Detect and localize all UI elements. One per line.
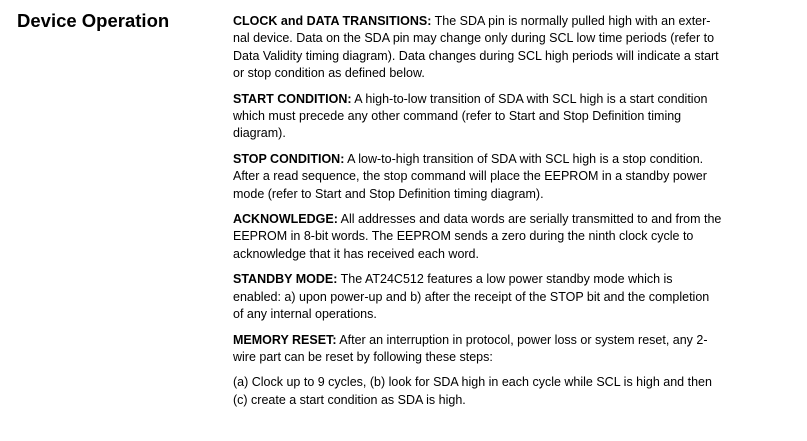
text-standby-mode: The AT24C512 features a low power standby mode which is enabled: a) upon power-up and b) after the receipt of the STOP bit and the completion of any internal operations.: [233, 272, 710, 322]
text-reset-steps: (a) Clock up to 9 cycles, (b) look for SDA high in each cycle while SCL is high and then (c) create a start condition as SDA is high.: [233, 375, 712, 407]
text-start-condition: A high-to-low transition of SDA with SCL high is a start condition which must precede any other command (refer to Start and Stop Definition timing diagram).: [233, 91, 708, 141]
device-operation-body: [233, 13, 782, 417]
paragraph-standby-mode: [233, 271, 782, 323]
paragraph-stop-condition: [233, 151, 782, 203]
text-clock-data-transitions: The SDA pin is normally pulled high with an exter- nal device. Data on the SDA pin may change only during SCL low time periods (refer to Data Validity timing diagram). Data changes during SCL high periods will indicate a start or stop condition as defined below.: [233, 14, 719, 81]
text-stop-condition: A low-to-high transition of SDA with SCL high is a stop condition. After a read sequence, the stop command will place the EEPROM in a standby power mode (refer to Start and Stop Definition timing diagram).: [233, 151, 707, 201]
term-clock-data-transitions: CLOCK and DATA TRANSITIONS:: [233, 14, 432, 28]
paragraph-acknowledge: [233, 211, 782, 263]
text-memory-reset: After an interruption in protocol, power loss or system reset, any 2- wire part can be reset by following these steps:: [233, 332, 708, 364]
section-title: Device Operation: [17, 10, 170, 31]
paragraph-memory-reset: [233, 332, 782, 367]
term-stop-condition: STOP CONDITION:: [233, 151, 345, 166]
term-memory-reset: MEMORY RESET:: [233, 332, 337, 347]
term-start-condition: START CONDITION:: [233, 91, 352, 106]
term-acknowledge: ACKNOWLEDGE:: [233, 212, 338, 227]
text-acknowledge: All addresses and data words are serially transmitted to and from the EEPROM in 8-bit words. The EEPROM sends a zero during the ninth clock cycle to acknowledge that it has received each word.: [233, 212, 722, 261]
paragraph-reset-steps: [233, 374, 782, 409]
term-standby-mode: STANDBY MODE:: [233, 272, 338, 287]
paragraph-clock-data-transitions: [233, 13, 782, 83]
paragraph-start-condition: [233, 91, 782, 143]
